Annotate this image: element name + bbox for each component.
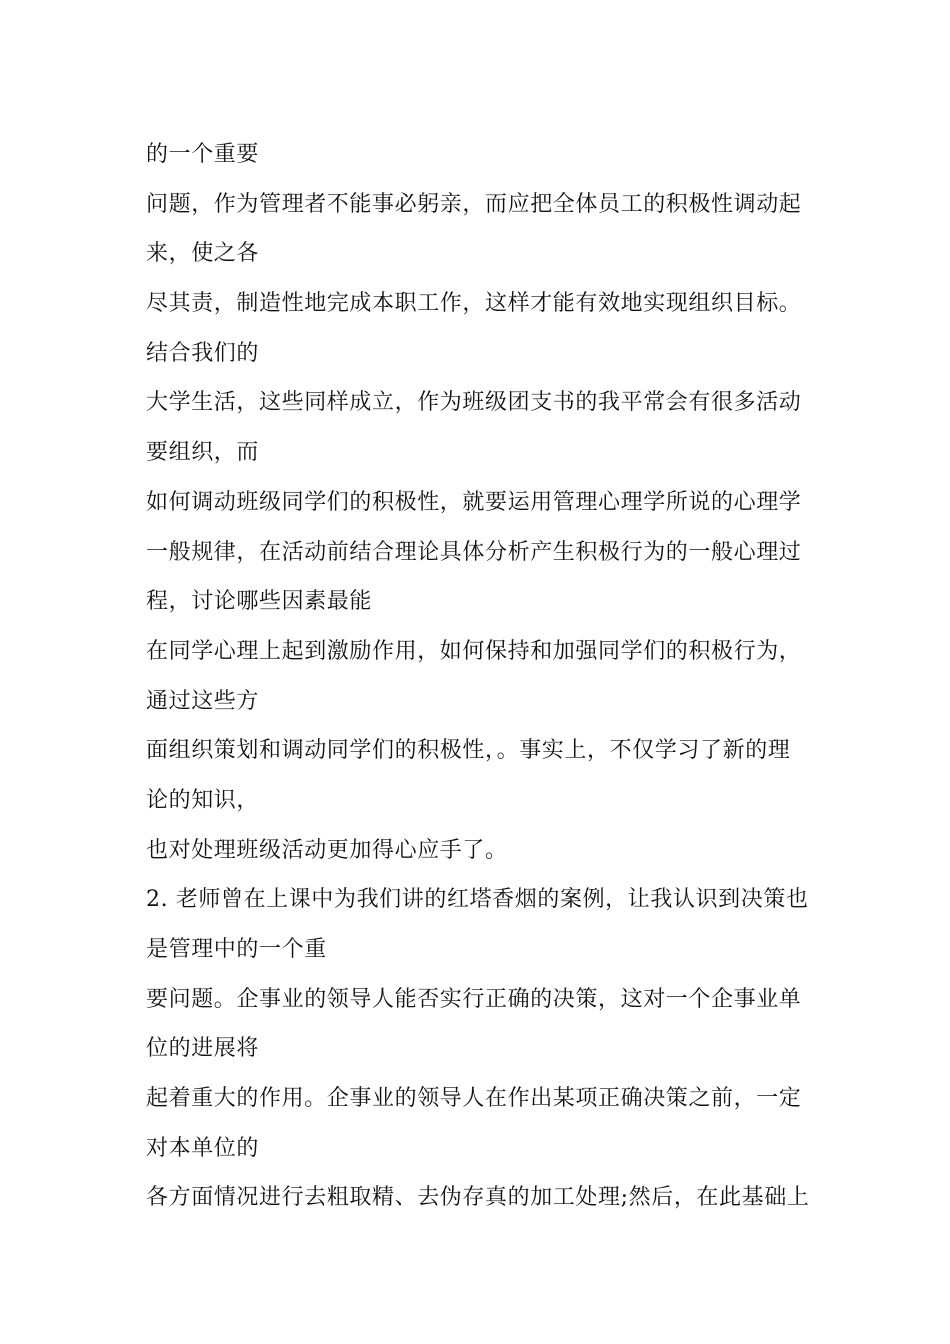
text-line: 要问题。企事业的领导人能否实行正确的决策，这对一个企事业单: [146, 986, 802, 1012]
text-line: 要组织，而: [146, 440, 260, 466]
text-line: 论的知识，: [146, 787, 260, 813]
text-line: 如何调动班级同学们的积极性，就要运用管理心理学所说的心理学: [146, 489, 802, 515]
body-text: [146, 130, 826, 1223]
text-line: 结合我们的: [146, 340, 260, 366]
text-line: 通过这些方: [146, 688, 260, 714]
text-line: 一般规律，在活动前结合理论具体分析产生积极行为的一般心理过: [146, 539, 802, 565]
text-line: 也对处理班级活动更加得心应手了。: [146, 837, 508, 863]
text-line: 的一个重要: [146, 142, 260, 167]
text-line: 是管理中的一个重: [146, 937, 327, 962]
text-line: 问题，作为管理者不能事必躬亲，而应把全体员工的积极性调动起: [146, 191, 802, 217]
text-line: 大学生活，这些同样成立，作为班级团支书的我平常会有很多活动: [146, 390, 802, 416]
text-line: 来，使之各: [146, 241, 260, 267]
text-line: 尽其责，制造性地完成本职工作，这样才能有效地实现组织目标。: [146, 291, 802, 317]
text-line: 程，讨论哪些因素最能: [146, 589, 373, 615]
text-line: 位的进展将: [146, 1036, 260, 1062]
text-line: 在同学心理上起到激励作用，如何保持和加强同学们的积极行为，: [146, 638, 802, 664]
text-line: 面组织策划和调动同学们的积极性，。事实上，不仅学习了新的理: [146, 738, 791, 764]
text-line: 对本单位的: [146, 1135, 260, 1161]
text-line: 起着重大的作用。企事业的领导人在作出某项正确决策之前，一定: [146, 1086, 802, 1112]
text-line: 各方面情况进行去粗取精、去伪存真的加工处理;然后，在此基础上: [146, 1185, 810, 1211]
text-line: 2. 老师曾在上课中为我们讲的红塔香烟的案例，让我认识到决策也: [146, 887, 809, 913]
